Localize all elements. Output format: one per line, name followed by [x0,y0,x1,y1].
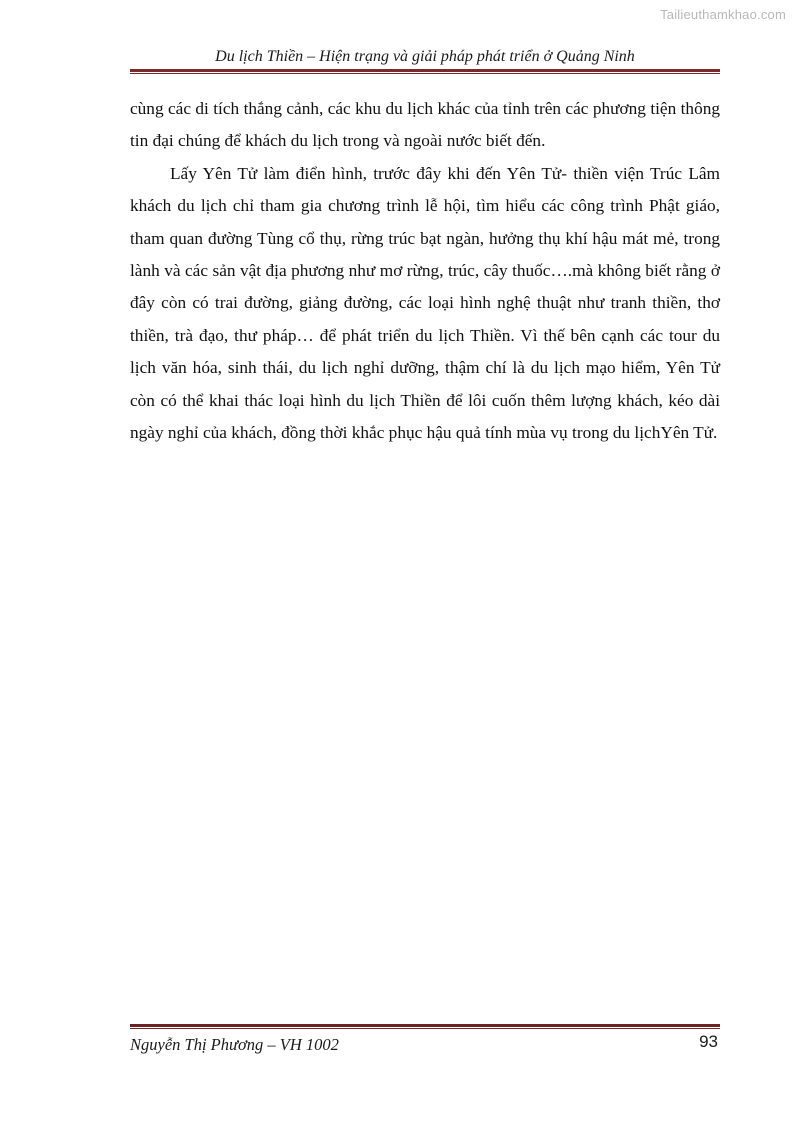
header-divider [130,69,720,74]
running-header-title: Du lịch Thiền – Hiện trạng và giải pháp phát triển ở Quảng Ninh [215,48,635,65]
footer-author: Nguyễn Thị Phương – VH 1002 [130,1035,339,1054]
page-number: 93 [699,1032,718,1051]
watermark-text: Tailieuthamkhao.com [660,7,786,22]
footer-divider [130,1024,720,1029]
paragraph-yen-tu: Lấy Yên Tử làm điển hình, trước đây khi đến Yên Tử- thiền viện Trúc Lâm khách du lịch chỉ tham gia chương trình lễ hội, tìm hiểu các công trình Phật giáo, tham quan đường Tùng cổ thụ, rừng trúc bạt ngàn, hưởng thụ khí hậu mát mẻ, trong lành và các sản vật địa phương như mơ rừng, trúc, cây thuốc….mà không biết rằng ở đây còn có trai đường, giảng đường, các loại hình nghệ thuật như tranh thiền, thơ thiền, trà đạo, thư pháp… để phát triển du lịch Thiền. Vì thế bên cạnh các tour du lịch văn hóa, sinh thái, du lịch nghỉ dưỡng, thậm chí là du lịch mạo hiểm, Yên Tử còn có thể khai thác loại hình du lịch Thiền để lôi cuốn thêm lượng khách, kéo dài ngày nghỉ của khách, đồng thời khắc phục hậu quả tính mùa vụ trong du lịchYên Tử. [130,163,720,443]
paragraph-continuation: cùng các di tích thắng cảnh, các khu du lịch khác của tỉnh trên các phương tiện thông tin đại chúng để khách du lịch trong và ngoài nước biết đến. [130,99,720,151]
document-body [130,93,720,449]
